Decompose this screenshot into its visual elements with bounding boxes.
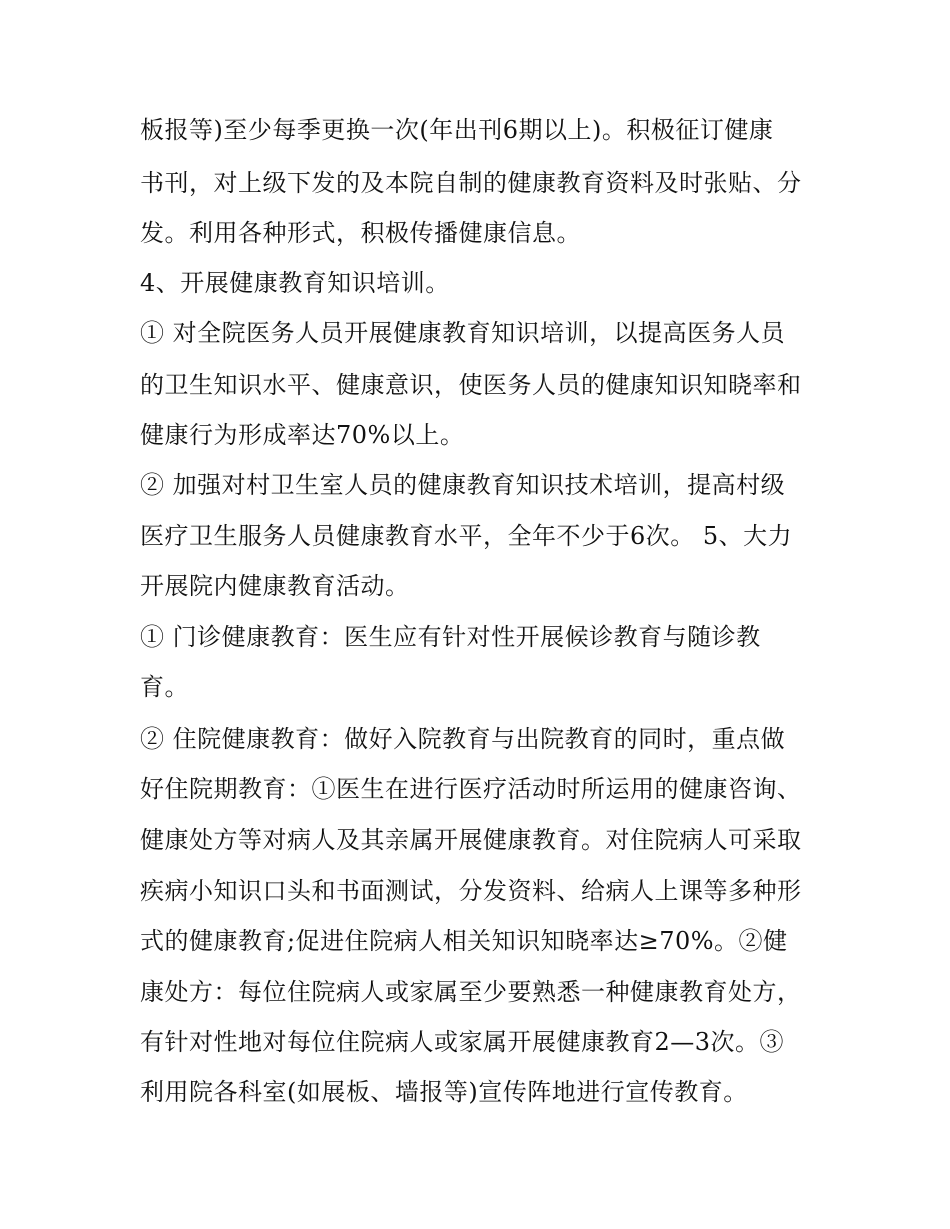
text-line: 健康处方等对病人及其亲属开展健康教育。对住院病人可采取 — [140, 826, 802, 854]
text-line: ① 门诊健康教育：医生应有针对性开展候诊教育与随诊教 — [140, 623, 761, 651]
text-line: 康处方：每位住院病人或家属至少要熟悉一种健康教育处方， — [140, 978, 802, 1006]
text-line: ② 住院健康教育：做好入院教育与出院教育的同时，重点做 — [140, 725, 786, 753]
text-line: 板报等)至少每季更换一次(年出刊6期以上)。积极征订健康 — [140, 116, 774, 144]
text-line: ② 加强对村卫生室人员的健康教育知识技术培训，提高村级 — [140, 471, 786, 499]
text-line: 育。 — [140, 673, 189, 701]
text-line: 有针对性地对每位住院病人或家属开展健康教育2—3次。③ — [140, 1028, 785, 1056]
text-line: ① 对全院医务人员开展健康教育知识培训，以提高医务人员 — [140, 319, 786, 347]
text-line: 健康行为形成率达70%以上。 — [140, 421, 465, 449]
text-line: 好住院期教育：①医生在进行医疗活动时所运用的健康咨询、 — [140, 775, 802, 803]
text-line: 疾病小知识口头和书面测试，分发资料、给病人上课等多种形 — [140, 877, 802, 905]
section-heading: 4、开展健康教育知识培训。 — [140, 269, 450, 297]
text-line: 开展院内健康教育活动。 — [140, 572, 410, 600]
text-line: 发。利用各种形式，积极传播健康信息。 — [140, 219, 581, 247]
text-line: 书刊，对上级下发的及本院自制的健康教育资料及时张贴、分 — [140, 169, 802, 197]
text-line: 的卫生知识水平、健康意识，使医务人员的健康知识知晓率和 — [140, 371, 802, 399]
text-line: 医疗卫生服务人员健康教育水平，全年不少于6次。 5、大力 — [140, 522, 793, 550]
text-line: 利用院各科室(如展板、墙报等)宣传阵地进行宣传教育。 — [140, 1078, 748, 1106]
text-line: 式的健康教育;促进住院病人相关知识知晓率达≥70%。②健 — [140, 927, 788, 955]
